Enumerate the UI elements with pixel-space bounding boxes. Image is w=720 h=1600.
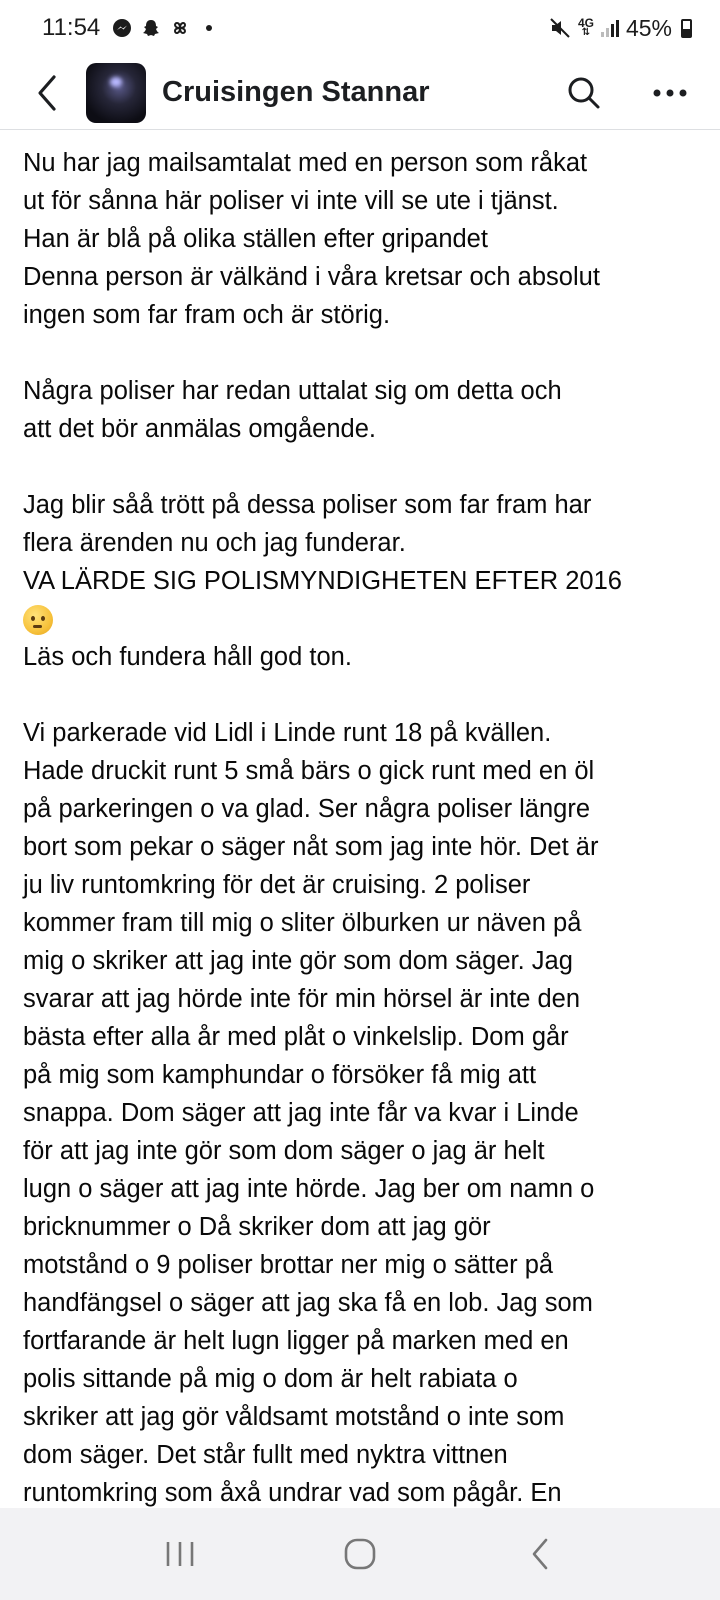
text-line: mig o skriker att jag inte gör som dom säger. Jag bbox=[23, 947, 573, 975]
text-line: kommer fram till mig o sliter ölburken ur näven på bbox=[23, 909, 582, 937]
text-line: Denna person är välkänd i våra kretsar och absolut bbox=[23, 263, 600, 291]
text-line: svarar att jag hörde inte för min hörsel är inte den bbox=[23, 985, 581, 1013]
text-line: VA LÄRDE SIG POLISMYNDIGHETEN EFTER 2016 bbox=[23, 567, 622, 595]
text-line: snappa. Dom säger att jag inte får va kvar i Linde bbox=[23, 1099, 579, 1127]
back-icon bbox=[528, 1536, 552, 1572]
pinwheel-icon bbox=[169, 17, 191, 39]
status-right bbox=[549, 15, 692, 42]
text-line: Jag blir såå trött på dessa poliser som far fram har bbox=[23, 491, 592, 519]
text-line: polis sittande på mig o dom är helt rabiata o bbox=[23, 1365, 518, 1393]
search-icon bbox=[566, 75, 602, 111]
snapchat-icon bbox=[140, 17, 162, 39]
status-left bbox=[42, 14, 220, 42]
system-nav-bar bbox=[0, 1508, 720, 1600]
back-button[interactable] bbox=[26, 72, 68, 114]
text-line: lugn o säger att jag inte hörde. Jag ber om namn o bbox=[23, 1175, 595, 1203]
text-line: bort som pekar o säger nåt som jag inte hör. Det är bbox=[23, 833, 599, 861]
text-line: Nu har jag mailsamtalat med en person som råkat bbox=[23, 149, 588, 177]
text-line: ingen som far fram och är störig. bbox=[23, 301, 391, 329]
group-title[interactable]: Cruisingen Stannar bbox=[162, 76, 430, 108]
status-time: 11:54 bbox=[42, 14, 101, 41]
home-icon bbox=[342, 1536, 378, 1572]
text-line: på mig som kamphundar o försöker få mig att bbox=[23, 1061, 537, 1089]
network-4g-icon bbox=[578, 17, 594, 39]
text-line: skriker att jag gör våldsamt motstånd o inte som bbox=[23, 1403, 565, 1431]
post-paragraph-3 bbox=[23, 486, 698, 676]
post-paragraph-2 bbox=[23, 372, 698, 448]
mute-icon bbox=[549, 17, 571, 39]
text-line: för att jag inte gör som dom säger o jag är helt bbox=[23, 1137, 545, 1165]
text-line: fortfarande är helt lugn ligger på marken med en bbox=[23, 1327, 569, 1355]
post-paragraph-4 bbox=[23, 714, 698, 1508]
text-line: på parkeringen o va glad. Ser några poliser längre bbox=[23, 795, 591, 823]
status-bar bbox=[0, 0, 720, 56]
post-paragraph-1 bbox=[23, 144, 698, 334]
text-line: ju liv runtomkring för det är cruising. 2 poliser bbox=[23, 871, 531, 899]
text-line: handfängsel o säger att jag ska få en lob. Jag som bbox=[23, 1289, 593, 1317]
messenger-icon bbox=[111, 17, 133, 39]
more-options-button[interactable] bbox=[648, 71, 692, 115]
text-line: bästa efter alla år med plåt o vinkelslip. Dom går bbox=[23, 1023, 569, 1051]
recent-apps-icon bbox=[163, 1539, 197, 1569]
emoji-line bbox=[23, 600, 698, 638]
search-button[interactable] bbox=[562, 71, 606, 115]
text-line: runtomkring som åxå undrar vad som pågår. En bbox=[23, 1479, 562, 1507]
text-line: Han är blå på olika ställen efter gripandet bbox=[23, 225, 488, 253]
text-line: Några poliser har redan uttalat sig om detta och bbox=[23, 377, 562, 405]
app-header bbox=[0, 56, 720, 130]
text-line: bricknummer o Då skriker dom att jag gör bbox=[23, 1213, 491, 1241]
text-line: Läs och fundera håll god ton. bbox=[23, 643, 352, 671]
system-back-button[interactable] bbox=[510, 1524, 570, 1584]
battery-percent: 45% bbox=[625, 14, 672, 41]
recent-apps-button[interactable] bbox=[150, 1524, 210, 1584]
text-line: dom säger. Det står fullt med nyktra vittnen bbox=[23, 1441, 508, 1469]
text-line: motstånd o 9 poliser brottar ner mig o sätter på bbox=[23, 1251, 554, 1279]
data-arrows-icon: ⇅ bbox=[581, 27, 591, 38]
signal-icon bbox=[601, 19, 619, 37]
group-avatar[interactable] bbox=[86, 63, 146, 123]
text-line: flera ärenden nu och jag funderar. bbox=[23, 529, 406, 557]
battery-icon bbox=[681, 19, 692, 38]
text-line: ut för sånna här poliser vi inte vill se ute i tjänst. bbox=[23, 187, 559, 215]
text-line: Vi parkerade vid Lidl i Linde runt 18 på kvällen. bbox=[23, 719, 552, 747]
dot-icon bbox=[198, 17, 220, 39]
home-button[interactable] bbox=[330, 1524, 390, 1584]
back-arrow-icon bbox=[34, 73, 60, 113]
thinking-face-emoji-icon bbox=[23, 605, 53, 635]
network-label: 4G bbox=[577, 16, 594, 30]
post-content bbox=[0, 130, 720, 1508]
text-line: att det bör anmälas omgående. bbox=[23, 415, 376, 443]
text-line: Hade druckit runt 5 små bärs o gick runt med en öl bbox=[23, 757, 595, 785]
more-dots-icon bbox=[652, 88, 688, 98]
